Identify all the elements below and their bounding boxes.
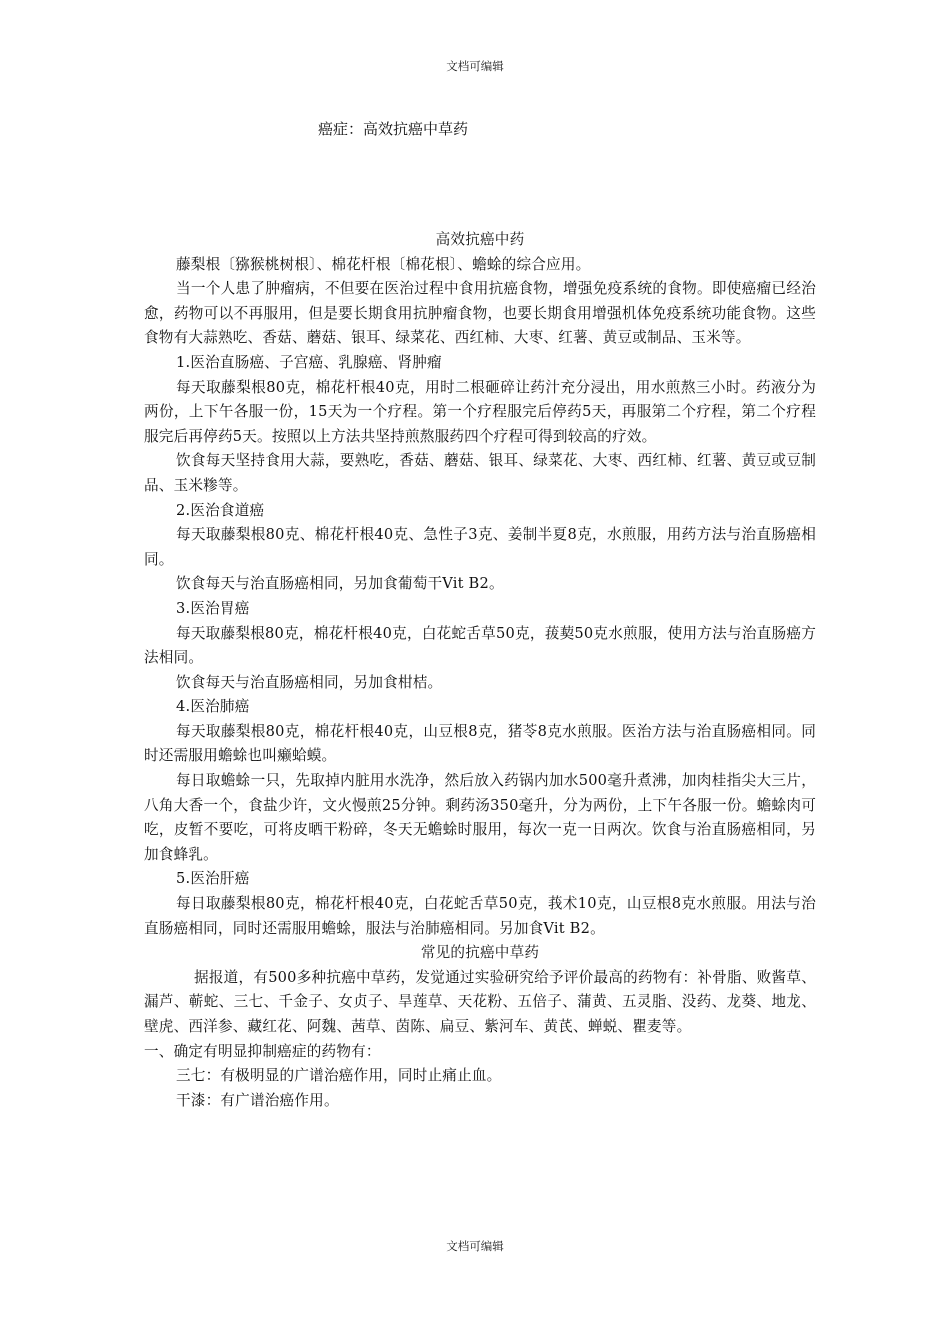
paragraph: 每日取藤梨根80克，棉花杆根40克，白花蛇舌草50克，莪术10克，山豆根8克水煎服。用法与治直肠癌相同，同时还需服用蟾蜍，服法与治肺癌相同。另加食Vit B2。 bbox=[144, 895, 816, 937]
paragraph: 每天取藤梨根80克、棉花杆根40克、急性子3克、姜制半夏8克，水煎服，用药方法与治直肠癌相同。 bbox=[144, 526, 816, 568]
section-heading: 常见的抗癌中草药 bbox=[420, 944, 540, 962]
paragraph: 每日取蟾蜍一只，先取掉内脏用水洗净，然后放入药锅内加水500毫升煮沸，加肉桂指尖大三片，八角大香一个，食盐少许，文火慢煎25分钟。剩药汤350毫升，分为两份，上下午各服一份。蟾蜍肉可吃，皮暂不要吃，可将皮晒干粉碎，冬天无蟾蜍时服用，每次一克一日两次。饮食与治直肠癌相同，另加食蜂乳。 bbox=[144, 772, 816, 863]
subheading: 一、确定有明显抑制癌症的药物有： bbox=[144, 1042, 381, 1060]
document-title: 癌症：高效抗癌中草药 bbox=[318, 120, 469, 138]
subheading: 5.医治肝癌 bbox=[176, 870, 250, 888]
subheading: 1.医治直肠癌、子宫癌、乳腺癌、肾肿瘤 bbox=[176, 353, 442, 371]
page-footer: 文档可编辑 bbox=[446, 1239, 504, 1253]
subheading: 4.医治肺癌 bbox=[176, 698, 250, 716]
document-body bbox=[144, 228, 816, 1113]
paragraph: 藤梨根〔猕猴桃树根〕、棉花杆根〔棉花根〕、蟾蜍的综合应用。 bbox=[176, 255, 591, 273]
paragraph: 三七：有极明显的广谱治癌作用，同时止痛止血。 bbox=[176, 1067, 502, 1085]
paragraph: 饮食每天与治直肠癌相同，另加食柑桔。 bbox=[176, 673, 443, 691]
paragraph: 饮食每天与治直肠癌相同，另加食葡萄干Vit B2。 bbox=[176, 575, 504, 593]
paragraph: 当一个人患了肿瘤病，不但要在医治过程中食用抗癌食物，增强免疫系统的食物。即使癌瘤已经治愈，药物可以不再服用，但是要长期食用抗肿瘤食物，也要长期食用增强机体免疫系统功能食物。这些食物有大蒜熟吃、香菇、蘑菇、银耳、绿菜花、西红柿、大枣、红薯、黄豆或制品、玉米等。 bbox=[144, 280, 816, 347]
paragraph: 干漆：有广谱治癌作用。 bbox=[176, 1091, 339, 1109]
subheading: 2.医治食道癌 bbox=[176, 501, 265, 519]
page-header: 文档可编辑 bbox=[446, 59, 504, 73]
paragraph: 每天取藤梨根80克，棉花杆根40克，用时二根砸碎让药汁充分浸出，用水煎熬三小时。药液分为两份，上下午各服一份，15天为一个疗程。第一个疗程服完后停药5天，再服第二个疗程，第二个疗程服完后再停药5天。按照以上方法共坚持煎熬服药四个疗程可得到较高的疗效。 bbox=[144, 378, 816, 445]
section-heading: 高效抗癌中药 bbox=[435, 231, 525, 248]
paragraph: 每天取藤梨根80克，棉花杆根40克，白花蛇舌草50克，菝葜50克水煎服，使用方法与治直肠癌方法相同。 bbox=[144, 624, 816, 667]
paragraph: 饮食每天坚持食用大蒜，要熟吃，香菇、蘑菇、银耳、绿菜花、大枣、西红柿、红薯、黄豆或豆制品、玉米糁等。 bbox=[144, 452, 816, 494]
paragraph: 据报道，有500多种抗癌中草药，发觉通过实验研究给予评价最高的药物有：补骨脂、败酱草、漏芦、蕲蛇、三七、千金子、女贞子、旱莲草、天花粉、五倍子、蒲黄、五灵脂、没药、龙葵、地龙、壁虎、西洋参、藏红花、阿魏、茜草、茵陈、扁豆、紫河车、黄芪、蝉蜕、瞿麦等。 bbox=[144, 968, 816, 1035]
subheading: 3.医治胃癌 bbox=[176, 599, 250, 617]
paragraph: 每天取藤梨根80克，棉花杆根40克，山豆根8克，猪苓8克水煎服。医治方法与治直肠癌相同。同时还需服用蟾蜍也叫癞蛤蟆。 bbox=[144, 722, 816, 765]
